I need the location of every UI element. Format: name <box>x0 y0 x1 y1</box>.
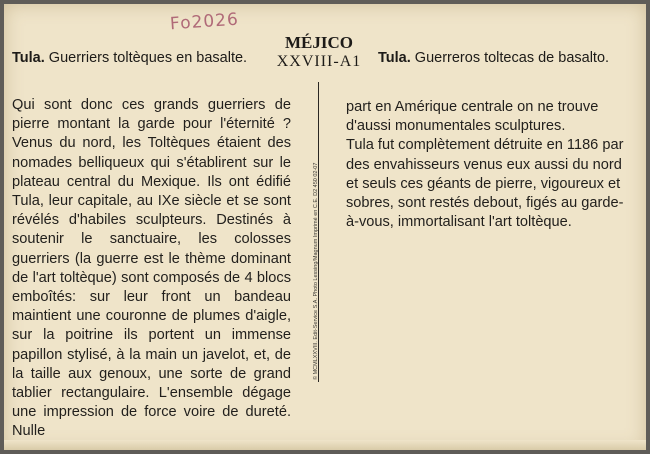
caption-spanish-text: Guerreros toltecas de basalto. <box>410 50 610 66</box>
description-left-text: Qui sont donc ces grands guerriers de pierre montant la garde pour l'éternité ? Venus du nord, les Toltèques étaient des nomades belliqueux qui s'établirent sur le plateau central du Mexique. Ils ont édifié Tula, leur capitale, au IXe siècle et se sont révélés d'habiles sculpteurs. Destinés à soutenir le sanctuaire, les colosses guerriers (la guerre est le thème dominant de l'art toltèque) sont composés de 4 blocs emboîtés: sur leur front un bandeau maintient une couronne de plumes d'aigle, sur la poitrine ils portent un immense papillon stylisé, à la main un javelot, et, de la taille aux genoux, une sorte de grand tablier rectangulaire. L'ensemble dégage une impression de force voire de dureté. Nulle <box>12 97 291 440</box>
description-right-para2: Tula fut complètement détruite en 1186 par des envahisseurs venus eux aussi du nord et seuls ces géants de pierre, vigoureux et sobres, sont restés debout, figés au garde-à-vous, immortalisant l'art toltèque. <box>346 137 624 231</box>
caption-french-place: Tula. <box>12 50 45 66</box>
description-right-column <box>346 98 628 232</box>
description-right-para1: part en Amérique centrale on ne trouve d'aussi monumentales sculptures. <box>346 99 599 135</box>
publisher-credit: © MCMLXXVIII. Edit-Service S.A. Photo Lessing/Magnum Imprimé en C.E. D2 450 02-07 <box>313 162 319 380</box>
caption-french <box>12 50 247 66</box>
series-title <box>274 34 364 72</box>
caption-spanish-place: Tula. <box>378 50 411 66</box>
handwritten-reference: Fo2026 <box>169 9 240 35</box>
country-title: MÉJICO <box>285 33 353 52</box>
caption-spanish <box>378 50 609 66</box>
card-code: XXVIII-A1 <box>276 53 362 70</box>
caption-french-text: Guerriers toltèques en basalte. <box>44 50 248 66</box>
description-left-column <box>12 96 291 442</box>
card-bottom-edge <box>4 440 646 450</box>
